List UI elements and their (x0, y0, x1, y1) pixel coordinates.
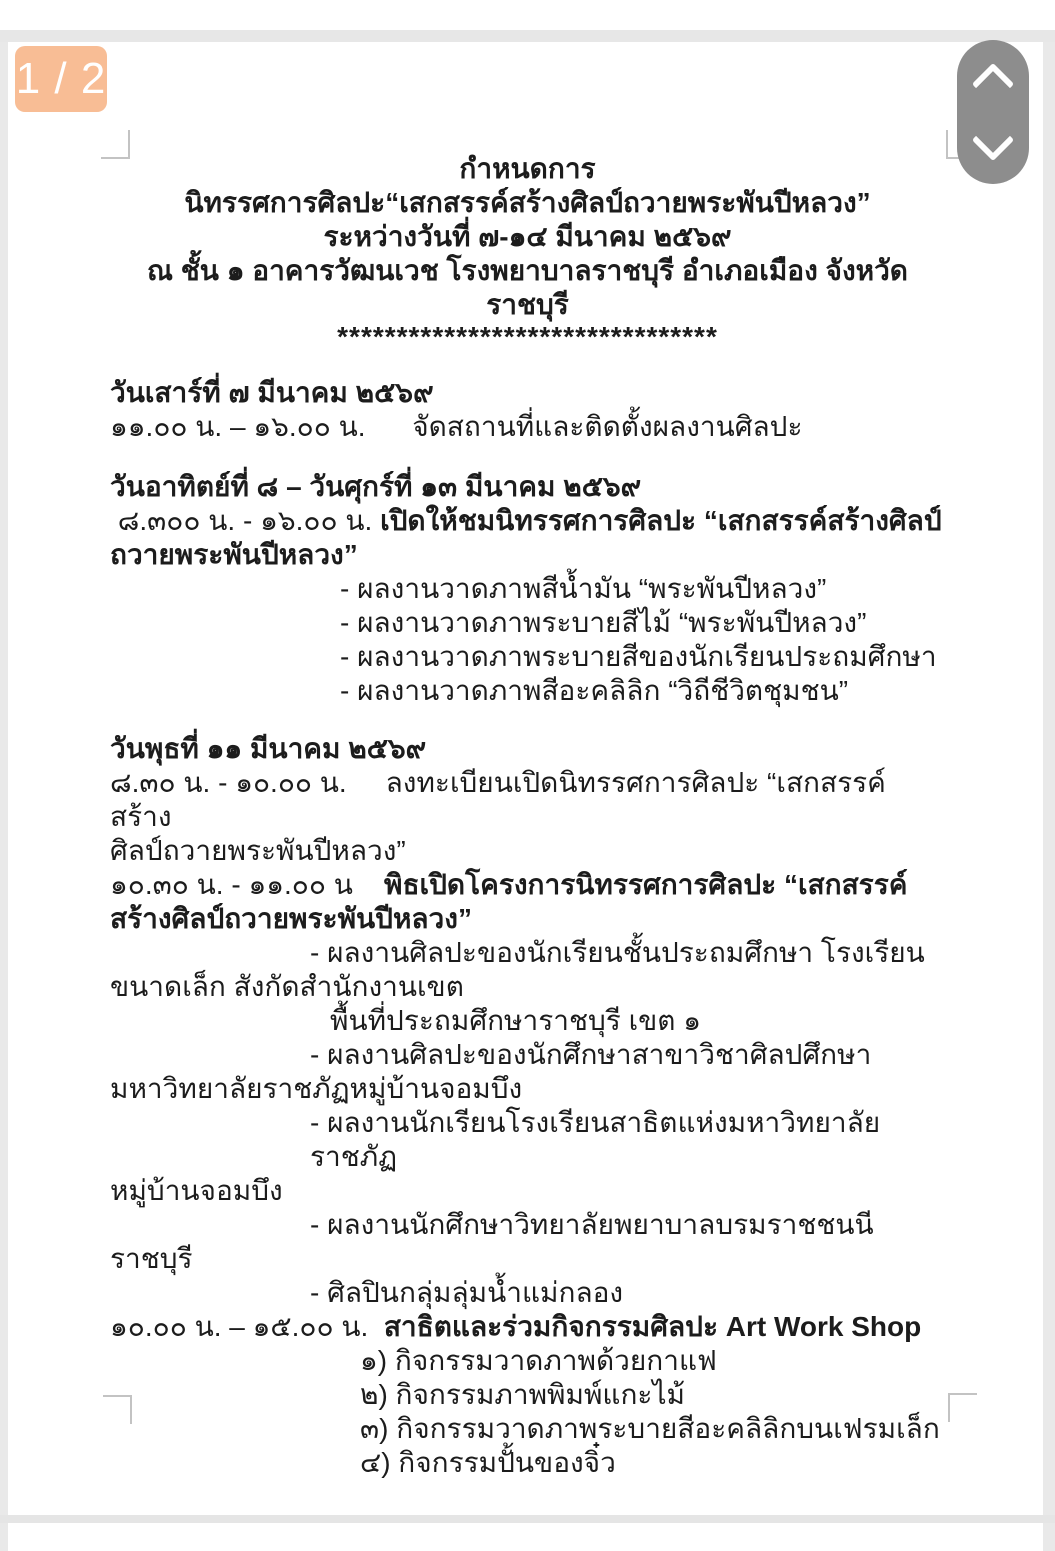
bullet-item: - ผลงานวาดภาพสีน้ำมัน “พระพันปีหลวง” (340, 573, 827, 604)
time-range: ๑๐.๓๐ น. - ๑๑.๐๐ น (110, 869, 384, 900)
page-separator (0, 1515, 1055, 1523)
doc-venue: ณ ชั้น ๑ อาคารวัฒนเวช โรงพยาบาลราชบุรี อำเภอเมือง จังหวัดราชบุรี (147, 255, 908, 320)
numbered-item: ๑) กิจกรรมวาดภาพด้วยกาแฟ (360, 1345, 717, 1376)
bullet-item: - ผลงานศิลปะของนักเรียนชั้นประถมศึกษา โรงเรียน (310, 937, 925, 968)
time-range: ๑๐.๐๐ น. – ๑๕.๐๐ น. (110, 1311, 384, 1342)
scroll-controls (957, 40, 1029, 184)
numbered-item: ๒) กิจกรรมภาพพิมพ์แกะไม้ (360, 1379, 685, 1410)
bullet-item: - ผลงานวาดภาพระบายสีของนักเรียนประถมศึกษา (340, 641, 937, 672)
page-indicator-badge: 1 / 2 (15, 46, 107, 112)
bullet-continuation: ราชบุรี (110, 1243, 193, 1274)
schedule-row (110, 1310, 945, 1344)
bullet-item: - ผลงานวาดภาพระบายสีไม้ “พระพันปีหลวง” (340, 607, 867, 638)
divider-stars: ******************************** (337, 321, 718, 352)
time-range: ๘.๓๐๐ น. - ๑๖.๐๐ น. (110, 505, 381, 536)
numbered-item: ๓) กิจกรรมวาดภาพระบายสีอะคลิลิกบนเฟรมเล็ก (360, 1413, 940, 1444)
activity: เปิดให้ชมนิทรรศการศิลปะ “เสกสรรค์สร้างศิลป์ (380, 505, 942, 536)
time-range: ๘.๓๐ น. - ๑๐.๐๐ น. (110, 767, 386, 798)
activity-continuation: สร้างศิลป์ถวายพระพันปีหลวง” (110, 903, 472, 934)
schedule-row (110, 504, 945, 538)
section-heading: วันอาทิตย์ที่ ๘ – วันศุกร์ที่ ๑๓ มีนาคม ๒๕๖๙ (110, 471, 642, 502)
activity: สาธิตและร่วมกิจกรรมศิลปะ Art Work Shop (383, 1311, 922, 1342)
chevron-down-icon (972, 119, 1014, 161)
bullet-continuation: ขนาดเล็ก สังกัดสำนักงานเขต (110, 971, 464, 1002)
bullet-continuation: มหาวิทยาลัยราชภัฏหมู่บ้านจอมบึง (110, 1073, 523, 1104)
bullet-continuation: พื้นที่ประถมศึกษาราชบุรี เขต ๑ (330, 1005, 702, 1036)
activity-continuation: ศิลป์ถวายพระพันปีหลวง” (110, 835, 406, 866)
schedule-row (110, 868, 945, 902)
doc-date-range: ระหว่างวันที่ ๗-๑๔ มีนาคม ๒๕๖๙ (323, 221, 732, 252)
doc-subtitle: นิทรรศการศิลปะ“เสกสรรค์สร้างศิลป์ถวายพระพันปีหลวง” (184, 187, 871, 218)
schedule-row (110, 410, 945, 444)
activity: ลงทะเบียนเปิดนิทรรศการศิลปะ “เสกสรรค์สร้าง (110, 767, 886, 832)
spacer (110, 444, 945, 470)
bullet-item: - ผลงานนักเรียนโรงเรียนสาธิตแห่งมหาวิทยาลัยราชภัฏ (310, 1107, 881, 1172)
canvas-right-margin (1043, 42, 1055, 1551)
document-page-2[interactable] (8, 1523, 1043, 1551)
activity: จัดสถานที่และติดตั้งผลงานศิลปะ (412, 411, 803, 442)
time-range: ๑๑.๐๐ น. – ๑๖.๐๐ น. (110, 411, 413, 442)
bullet-item: - ผลงานนักศึกษาวิทยาลัยพยาบาลบรมราชชนนี (310, 1209, 874, 1240)
spacer (110, 708, 945, 732)
bullet-item: - ผลงานศิลปะของนักศึกษาสาขาวิชาศิลปศึกษา (310, 1039, 872, 1070)
toolbar-separator (0, 30, 1055, 42)
chevron-up-icon (972, 63, 1014, 105)
document-content (110, 152, 945, 1480)
activity: พิธเปิดโครงการนิทรรศการศิลปะ “เสกสรรค์ (384, 869, 908, 900)
canvas-left-margin (0, 42, 8, 1551)
bullet-item: - ผลงานวาดภาพสีอะคลิลิก “วิถีชีวิตชุมชน” (340, 675, 849, 706)
numbered-item: ๔) กิจกรรมปั้นของจิ๋ว (360, 1447, 616, 1478)
doc-title: กำหนดการ (459, 153, 596, 184)
activity-continuation: ถวายพระพันปีหลวง” (110, 539, 358, 570)
schedule-row (110, 766, 945, 834)
scroll-up-button[interactable] (957, 40, 1029, 112)
section-heading: วันเสาร์ที่ ๗ มีนาคม ๒๕๖๙ (110, 377, 434, 408)
bullet-item: - ศิลปินกลุ่มลุ่มน้ำแม่กลอง (310, 1277, 624, 1308)
crop-mark-bottom-right-icon (948, 1393, 977, 1422)
bullet-continuation: หมู่บ้านจอมบึง (110, 1175, 283, 1206)
section-heading: วันพุธที่ ๑๑ มีนาคม ๒๕๖๙ (110, 733, 427, 764)
scroll-down-button[interactable] (957, 112, 1029, 184)
spacer (110, 352, 945, 376)
